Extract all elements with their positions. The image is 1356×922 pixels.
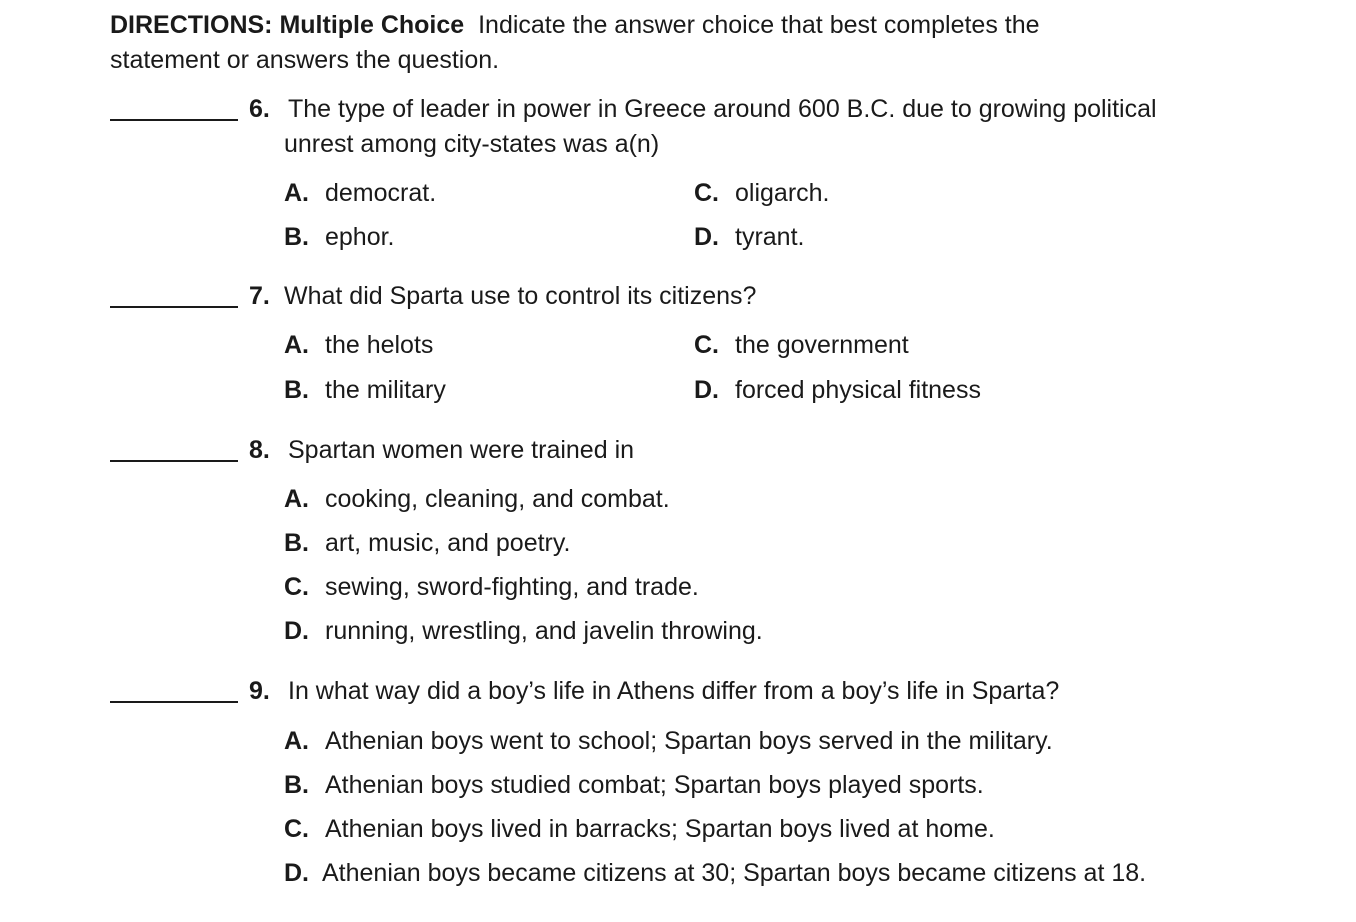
- question-8: [110, 433, 1340, 645]
- choice-text: forced physical fitness: [735, 376, 981, 404]
- answer-blank[interactable]: [110, 306, 238, 308]
- choice-text: Athenian boys studied combat; Spartan boys played sports.: [325, 771, 984, 799]
- answer-blank[interactable]: [110, 460, 238, 462]
- choice-a: [284, 724, 1053, 759]
- choice-text: sewing, sword-fighting, and trade.: [325, 573, 699, 601]
- choice-letter: B.: [284, 223, 309, 251]
- choice-text: Athenian boys lived in barracks; Spartan boys lived at home.: [325, 815, 995, 843]
- choice-letter: C.: [694, 179, 719, 207]
- question-6: [110, 92, 1340, 251]
- choice-c: [284, 812, 995, 847]
- choice-d: [284, 614, 763, 649]
- choice-c: [284, 570, 699, 605]
- choice-letter: D.: [284, 859, 309, 887]
- question-text: The type of leader in power in Greece around 600 B.C. due to growing political: [288, 95, 1157, 123]
- choice-text: the government: [735, 331, 909, 359]
- question-text: Spartan women were trained in: [288, 436, 635, 464]
- choice-a: [284, 328, 433, 363]
- choice-d: [694, 220, 804, 255]
- question-text: In what way did a boy’s life in Athens differ from a boy’s life in Sparta?: [288, 677, 1060, 705]
- choice-c: [694, 176, 830, 211]
- choice-b: [284, 220, 395, 255]
- choice-b: [284, 373, 446, 408]
- choice-letter: D.: [284, 617, 309, 645]
- question-text-cont: unrest among city-states was a(n): [284, 130, 660, 158]
- answer-blank[interactable]: [110, 701, 238, 703]
- question-number: 6.: [249, 95, 270, 123]
- choice-a: [284, 482, 670, 517]
- question-7: [110, 279, 1340, 404]
- choice-b: [284, 768, 984, 803]
- choice-letter: C.: [284, 573, 309, 601]
- choice-b: [284, 526, 570, 561]
- choice-text: cooking, cleaning, and combat.: [325, 485, 670, 513]
- answer-blank[interactable]: [110, 119, 238, 121]
- choice-text: Athenian boys became citizens at 30; Spartan boys became citizens at 18.: [322, 859, 1147, 887]
- choice-letter: C.: [284, 815, 309, 843]
- directions-text: Indicate the answer choice that best completes the: [478, 11, 1040, 39]
- choice-text: tyrant.: [735, 223, 805, 251]
- choice-text: art, music, and poetry.: [325, 529, 571, 557]
- question-9: [110, 674, 1340, 887]
- directions-heading: DIRECTIONS: Multiple Choice: [110, 11, 465, 39]
- choice-letter: D.: [694, 376, 719, 404]
- question-number: 8.: [249, 436, 270, 464]
- choice-text: Athenian boys went to school; Spartan boys served in the military.: [325, 727, 1053, 755]
- choice-text: running, wrestling, and javelin throwing.: [325, 617, 763, 645]
- choice-letter: A.: [284, 331, 309, 359]
- choice-letter: A.: [284, 179, 309, 207]
- directions: [110, 8, 1260, 78]
- choice-text: the military: [325, 376, 446, 404]
- choice-a: [284, 176, 436, 211]
- choice-text: the helots: [325, 331, 434, 359]
- choice-letter: A.: [284, 485, 309, 513]
- choice-text: ephor.: [325, 223, 395, 251]
- choice-d: [284, 856, 1146, 891]
- choice-letter: D.: [694, 223, 719, 251]
- choice-text: democrat.: [325, 179, 437, 207]
- choice-letter: B.: [284, 771, 309, 799]
- question-number: 7.: [249, 282, 270, 310]
- choice-letter: C.: [694, 331, 719, 359]
- choice-letter: B.: [284, 376, 309, 404]
- choice-letter: B.: [284, 529, 309, 557]
- question-text: What did Sparta use to control its citizens?: [284, 282, 757, 310]
- choice-letter: A.: [284, 727, 309, 755]
- directions-text-cont: statement or answers the question.: [110, 46, 500, 74]
- question-number: 9.: [249, 677, 270, 705]
- choice-text: oligarch.: [735, 179, 830, 207]
- choice-c: [694, 328, 909, 363]
- choice-d: [694, 373, 981, 408]
